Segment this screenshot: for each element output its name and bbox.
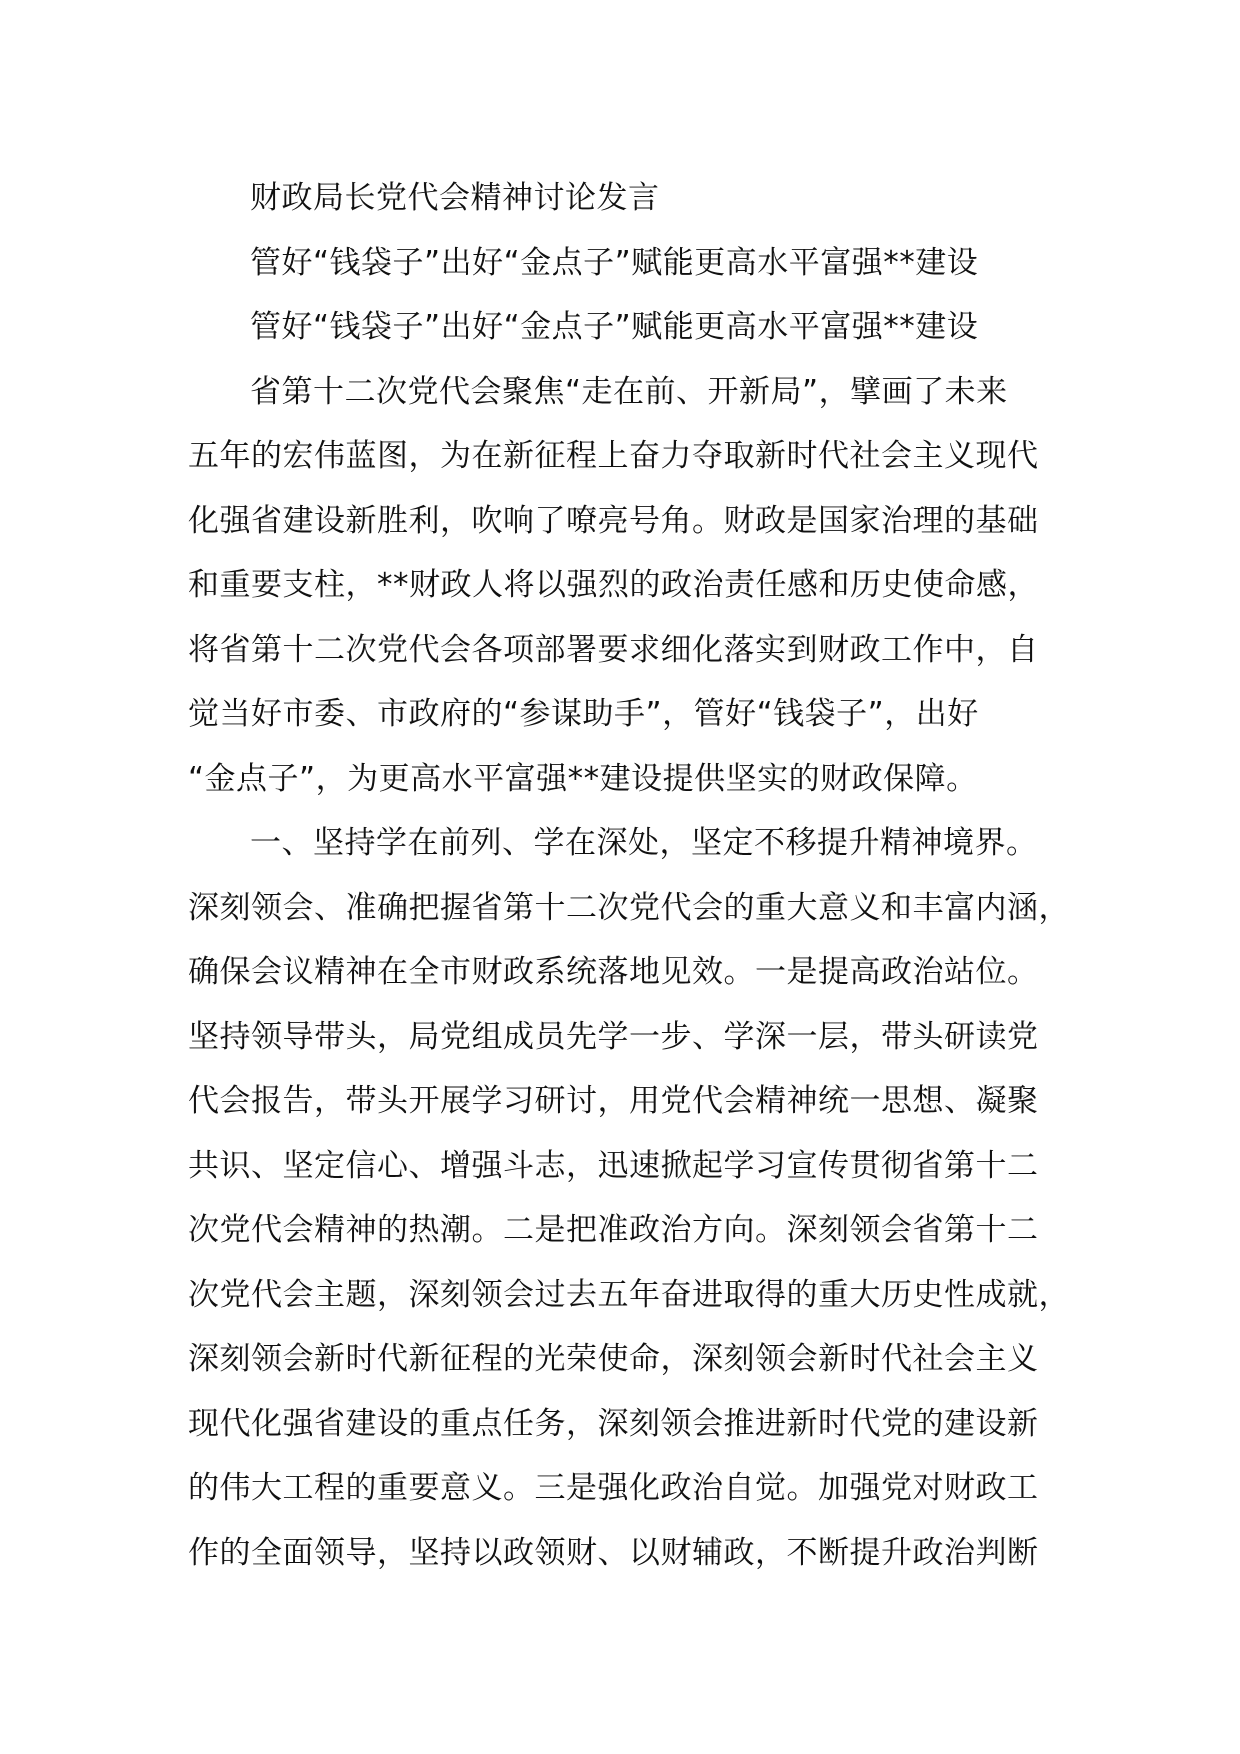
document-title: 财政局长党代会精神讨论发言 bbox=[250, 180, 660, 216]
text-line: 管好“钱袋子”出好“金点子”赋能更高水平富强**建设 bbox=[250, 244, 979, 281]
text-line: 次党代会主题，深刻领会过去五年奋进取得的重大历史性成就， bbox=[188, 1276, 1070, 1313]
text-line: 省第十二次党代会聚焦“走在前、开新局”，擘画了未来 bbox=[250, 373, 1008, 410]
text-line: 化强省建设新胜利，吹响了嘹亮号角。财政是国家治理的基础 bbox=[188, 502, 1039, 539]
text-line: 代会报告，带头开展学习研讨，用党代会精神统一思想、凝聚 bbox=[188, 1083, 1039, 1119]
text-line: 觉当好市委、市政府的“参谋助手”，管好“钱袋子”，出好 bbox=[188, 696, 979, 732]
text-line: 深刻领会新时代新征程的光荣使命，深刻领会新时代社会主义 bbox=[188, 1341, 1039, 1377]
text-line: 现代化强省建设的重点任务，深刻领会推进新时代党的建设新 bbox=[188, 1405, 1039, 1442]
text-line: 五年的宏伟蓝图，为在新征程上奋力夺取新时代社会主义现代 bbox=[188, 438, 1039, 474]
text-line: 次党代会精神的热潮。二是把准政治方向。深刻领会省第十二 bbox=[188, 1212, 1039, 1248]
text-line: 深刻领会、准确把握省第十二次党代会的重大意义和丰富内涵， bbox=[188, 889, 1070, 926]
text-line: 作的全面领导，坚持以政领财、以财辅政，不断提升政治判断 bbox=[188, 1534, 1039, 1571]
text-line: 管好“钱袋子”出好“金点子”赋能更高水平富强**建设 bbox=[250, 309, 979, 345]
text-line: 确保会议精神在全市财政系统落地见效。一是提高政治站位。 bbox=[188, 954, 1039, 990]
text-line: 和重要支柱，**财政人将以强烈的政治责任感和历史使命感， bbox=[188, 567, 1039, 603]
text-line: 坚持领导带头，局党组成员先学一步、学深一层，带头研读党 bbox=[188, 1018, 1039, 1055]
text-line: 的伟大工程的重要意义。三是强化政治自觉。加强党对财政工 bbox=[188, 1470, 1039, 1506]
text-line: 将省第十二次党代会各项部署要求细化落实到财政工作中，自 bbox=[188, 631, 1039, 668]
text-line: 一、坚持学在前列、学在深处，坚定不移提升精神境界。 bbox=[250, 825, 1038, 861]
text-line: 共识、坚定信心、增强斗志，迅速掀起学习宣传贯彻省第十二 bbox=[188, 1147, 1039, 1184]
document-body bbox=[188, 166, 1088, 1585]
text-line: “金点子”，为更高水平富强**建设提供坚实的财政保障。 bbox=[188, 760, 978, 797]
